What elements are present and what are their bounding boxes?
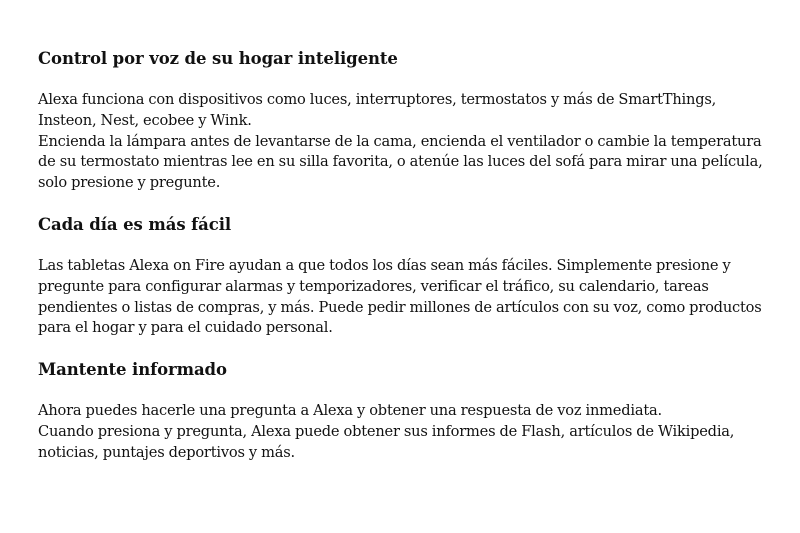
section-title: Mantente informado xyxy=(38,360,227,380)
section-smart-home xyxy=(38,48,768,194)
paragraph: Encienda la lámpara antes de levantarse de la cama, encienda el ventilador o cambie la temperatura de su termostato mientras lee en su silla favorita, o atenúe las luces del sofá para mirar una película, solo presione y pregunte. xyxy=(38,132,763,192)
document-body xyxy=(38,48,768,484)
paragraph: Cuando presiona y pregunta, Alexa puede obtener sus informes de Flash, artículos de Wikipedia, noticias, puntajes deportivos y más. xyxy=(38,422,735,461)
section-title: Cada día es más fácil xyxy=(38,214,232,234)
paragraph: Las tabletas Alexa on Fire ayudan a que todos los días sean más fáciles. Simplemente presione y pregunte para configurar alarmas y temporizadores, verificar el tráfico, su calendario, tareas pendientes o listas de compras, y más. Puede pedir millones de artículos con su voz, como productos para el hogar y para el cuidado personal. xyxy=(38,256,762,337)
paragraph: Ahora puedes hacerle una pregunta a Alexa y obtener una respuesta de voz inmediata. xyxy=(38,402,662,420)
section-easier-days xyxy=(38,214,768,339)
section-stay-informed xyxy=(38,359,768,463)
paragraph: Alexa funciona con dispositivos como luces, interruptores, termostatos y más de SmartThings, Insteon, Nest, ecobee y Wink. xyxy=(38,91,717,129)
section-title: Control por voz de su hogar inteligente xyxy=(38,49,398,68)
